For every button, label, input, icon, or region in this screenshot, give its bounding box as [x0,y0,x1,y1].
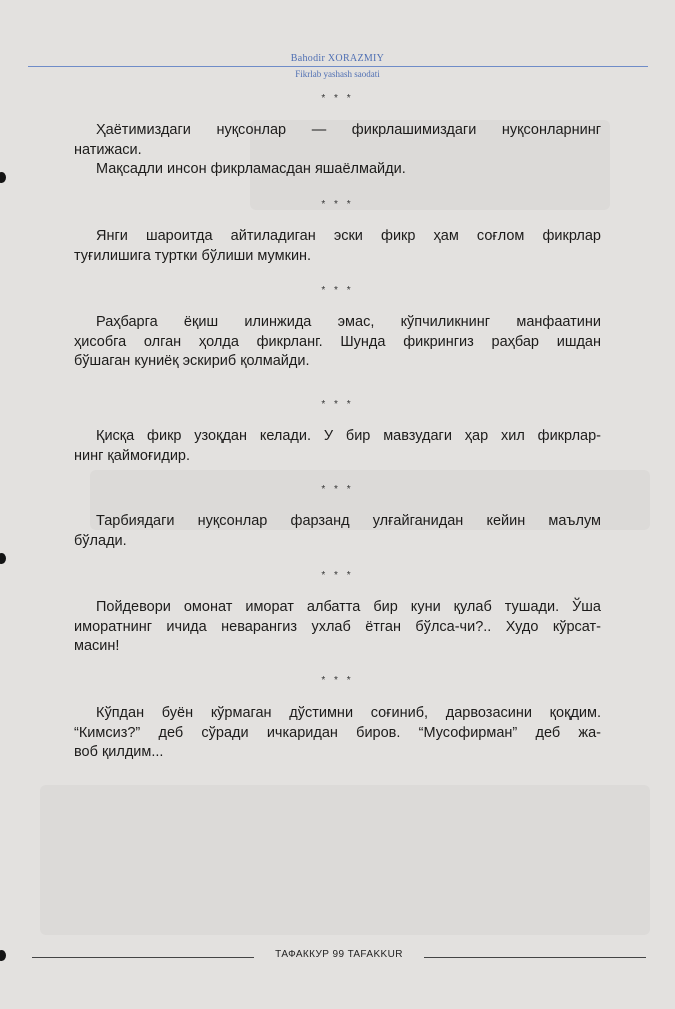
text-line: Тарбиядаги нуқсонлар фарзанд улғайганидан кейин маълум [96,513,601,529]
footer-rule-right [424,957,646,958]
text-line: масин! [74,638,120,654]
section-separator: * * * [321,93,354,104]
section-separator: * * * [321,675,354,686]
aphorism-paragraph [74,227,601,266]
binder-hole-middle [0,553,6,564]
header-subtitle: Fikrlab yashash saodati [295,69,380,79]
header-rule [28,66,648,67]
text-line: Ҳаётимиздаги нуқсонлар — фикрлашимиздаги нуқсонларнинг [96,122,601,138]
show-through-block-bottom [40,785,650,935]
binder-hole-top [0,172,6,183]
aphorism-paragraph [74,160,601,180]
section-separator: * * * [321,199,354,210]
text-line: “Кимсиз?” деб сўради ичкаридан биров. “Мусофирман” деб жа- [74,724,601,741]
text-line: Қисқа фикр узоқдан келади. У бир мавзудаги ҳар хил фикрлар- [96,428,601,444]
page-footer: ТАФАККУР 99 TAFAKKUR [275,949,403,960]
running-header [0,52,675,65]
text-line: натижаси. [74,141,142,158]
aphorism-paragraph [74,512,601,551]
section-separator: * * * [321,570,354,581]
aphorism-paragraph [74,704,601,763]
text-line: туғилишига туртки бўлиши мумкин. [74,247,312,264]
header-author: Bahodir XORAZMIY [290,53,385,64]
section-separator: * * * [321,399,354,410]
text-line: Мақсадли инсон фикрламасдан яшаёлмайди. [96,161,406,177]
text-line: воб қилдим... [74,744,164,760]
text-line: Раҳбарга ёқиш илинжида эмас, кўпчиликнинг манфаатини [96,314,601,330]
aphorism-paragraph [74,427,601,466]
text-line: бўшаган куниёқ эскириб қолмайди. [74,353,310,369]
text-line: иморатнинг ичида неварангиз ухлаб ётган бўлса-чи?.. Худо кўрсат- [74,618,601,635]
text-line: ҳисобга олган ҳолда фикрланг. Шунда фикрингиз раҳбар ишдан [74,333,601,350]
text-line: Кўпдан буён кўрмаган дўстимни соғиниб, дарвозасини қоқдим. [96,705,601,721]
footer-rule-left [32,957,254,958]
text-line: бўлади. [74,532,127,549]
binder-hole-bottom [0,950,6,961]
aphorism-paragraph [74,598,601,657]
section-separator: * * * [321,285,354,296]
aphorism-paragraph [74,313,601,372]
section-separator: * * * [321,484,354,495]
text-line: Пойдевори омонат иморат албатта бир куни қулаб тушади. Ўша [96,599,601,615]
text-line: Янги шароитда айтиладиган эски фикр ҳам соғлом фикрлар [96,228,601,244]
text-line: нинг қаймоғидир. [74,447,191,464]
aphorism-paragraph [74,121,601,160]
